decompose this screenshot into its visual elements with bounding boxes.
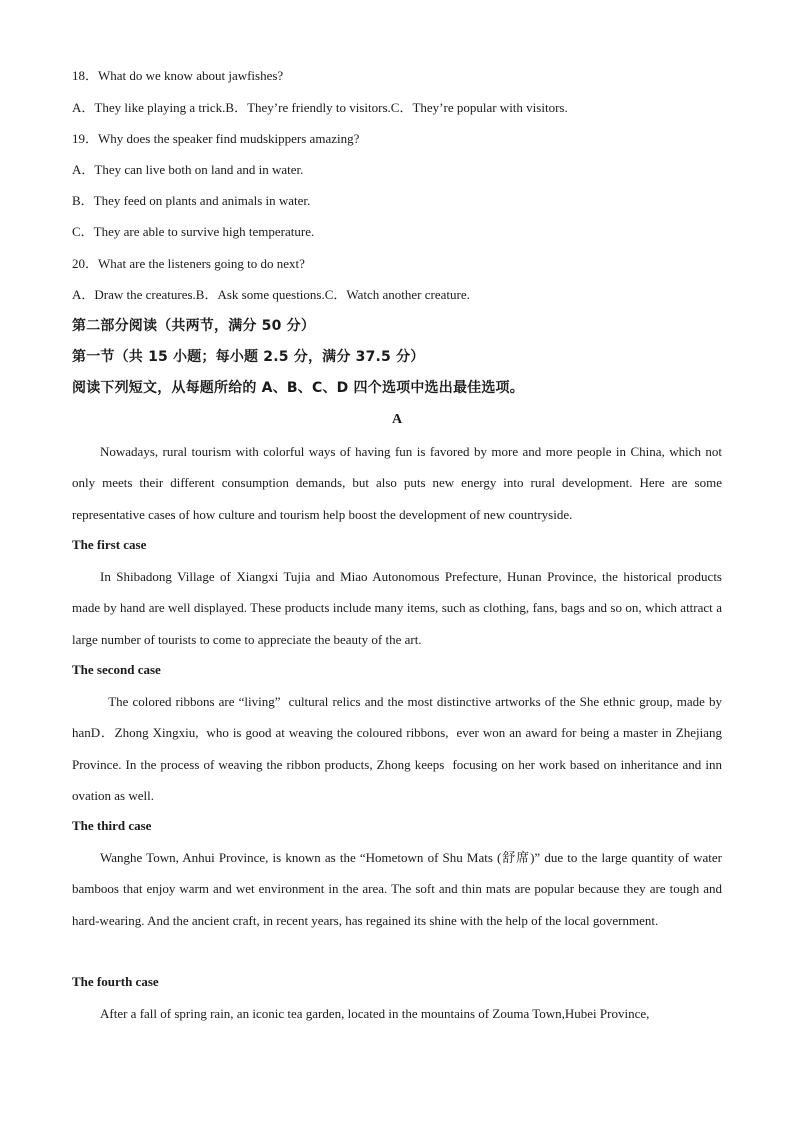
case2-text: The colored ribbons are “living” cultural relics and the most distinctive artworks of the She ethnic group, made by hanD．Zhong Xingxiu, who is good at weaving the coloured ribbons, ever won an award for being a master in Zhejiang Province. In the process of weaving the ribbon products, Zhong keeps focusing on her work based on inheritance and inn ovation as well. <box>72 694 729 803</box>
question-20-options: A．Draw the creatures.B．Ask some questions.C．Watch another creature. <box>72 287 470 302</box>
passage-label: A <box>391 412 403 427</box>
section-part-title: 第二部分阅读（共两节，满分 50 分） <box>72 318 316 334</box>
passage-intro: Nowadays, rural tourism with colorful ways of having fun is favored by more and more people in China, which not only meets their different consumption demands, but also puts new energy into rural development. Here are some representative cases of how culture and tourism help boost the development of new countryside. <box>72 444 722 522</box>
question-19-option-a: A．They can live both on land and in water. <box>72 162 304 177</box>
case3-heading: The third case <box>72 818 152 833</box>
question-19-option-c: C．They are able to survive high temperature. <box>72 224 315 239</box>
question-18-stem: 18．What do we know about jawfishes? <box>72 68 284 83</box>
question-18-options: A．They like playing a trick.B．They’re friendly to visitors.C．They’re popular with visitors. <box>72 100 568 115</box>
section-instruction: 阅读下列短文，从每题所给的 A、B、C、D 四个选项中选出最佳选项。 <box>72 380 524 396</box>
case1-heading: The first case <box>72 537 147 552</box>
case1-text: In Shibadong Village of Xiangxi Tujia and Miao Autonomous Prefecture, Hunan Province, the historical products made by hand are well displayed. These products include many items, such as clothing, fans, bags and so on, which attract a large number of tourists to come to appreciate the beauty of the art. <box>72 569 722 647</box>
case4-text: After a fall of spring rain, an iconic tea garden, located in the mountains of Zouma Town,Hubei Province, <box>100 1006 650 1021</box>
case2-heading: The second case <box>72 662 161 677</box>
case4-heading: The fourth case <box>72 974 159 989</box>
question-19-option-b: B．They feed on plants and animals in water. <box>72 193 311 208</box>
case3-text: Wanghe Town, Anhui Province, is known as the “Hometown of Shu Mats (舒席)” due to the large quantity of water bamboos that enjoy warm and wet environment in the area. The soft and thin mats are popular because they are tough and hard-wearing. And the ancient craft, in recent years, has regained its shine with the help of the local government. <box>72 850 722 928</box>
section-sub-title: 第一节（共 15 小题；每小题 2.5 分，满分 37.5 分） <box>72 349 425 365</box>
question-20-stem: 20．What are the listeners going to do next? <box>72 256 305 271</box>
question-19-stem: 19．Why does the speaker find mudskippers amazing? <box>72 131 360 146</box>
